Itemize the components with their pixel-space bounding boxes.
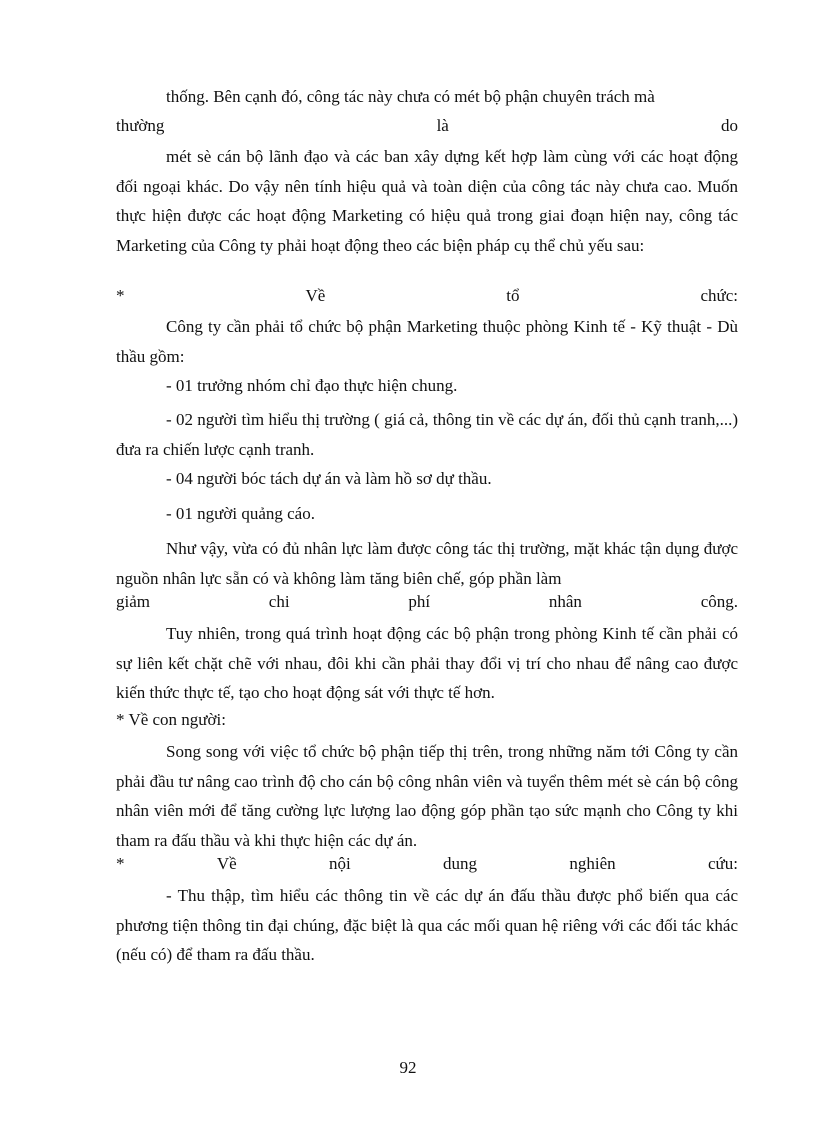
list-item: - 04 người bóc tách dự án và làm hồ sơ dự thầu. <box>166 469 492 488</box>
word: công. <box>700 592 738 611</box>
word: dung <box>443 854 478 873</box>
justified-line <box>116 587 738 617</box>
section-heading-people: * Về con người: <box>116 710 226 729</box>
list-item: - 01 người quảng cáo. <box>166 504 315 523</box>
paragraph: Tuy nhiên, trong quá trình hoạt động các bộ phận trong phòng Kinh tế cần phải có sự liên kết chặt chẽ với nhau, đôi khi cần phải thay đổi vị trí cho nhau để nâng cao được kiến thức thực tế, tạo cho hoạt động sát với thực tế hơn. <box>116 624 738 702</box>
list-item: - 02 người tìm hiểu thị trường ( giá cả, thông tin về các dự án, đối thủ cạnh tranh,...) đưa ra chiến lược cạnh tranh. <box>116 410 738 459</box>
paragraph-line: thống. Bên cạnh đó, công tác này chưa có mét bộ phận chuyên trách mà <box>166 87 655 106</box>
word: chi <box>268 592 290 611</box>
section-heading-research <box>116 849 738 879</box>
word: tổ <box>506 286 520 305</box>
paragraph: Như vậy, vừa có đủ nhân lực làm được công tác thị trường, mặt khác tận dụng được nguồn nhân lực sẵn có và không làm tăng biên chế, góp phần làm <box>116 539 738 588</box>
justified-line <box>116 111 738 141</box>
word: chức: <box>700 286 738 305</box>
bullet: * <box>116 286 125 305</box>
paragraph: Song song với việc tổ chức bộ phận tiếp thị trên, trong những năm tới Công ty cần phải đầu tư nâng cao trình độ cho cán bộ công nhân viên và tuyển thêm mét sè cán bộ công nhân viên mới để tăng cường lực lượng lao động góp phần tạo sức mạnh cho Công ty khi tham ra đấu thầu và khi thực hiện các dự án. <box>116 742 738 850</box>
list-item: - 01 trưởng nhóm chỉ đạo thực hiện chung. <box>166 376 458 395</box>
page-number: 92 <box>399 1058 417 1077</box>
word: nhân <box>548 592 582 611</box>
paragraph: mét sè cán bộ lãnh đạo và các ban xây dựng kết hợp làm cùng với các hoạt động đối ngoại khác. Do vậy nên tính hiệu quả và toàn diện của công tác này chưa cao. Muốn thực hiện được các hoạt động Marketing có hiệu quả trong giai đoạn hiện nay, công tác Marketing của Công ty phải hoạt động theo các biện pháp cụ thể chủ yếu sau: <box>116 147 738 255</box>
word: do <box>721 116 738 135</box>
word: thường <box>116 116 165 135</box>
word: giảm <box>116 592 150 611</box>
bullet: * <box>116 854 125 873</box>
word: cứu: <box>707 854 738 873</box>
section-heading-organization <box>116 281 738 311</box>
word: phí <box>408 592 431 611</box>
word: Về <box>305 286 326 305</box>
paragraph: Công ty cần phải tổ chức bộ phận Marketing thuộc phòng Kinh tế - Kỹ thuật - Dù thầu gồm: <box>116 317 738 366</box>
paragraph: - Thu thập, tìm hiểu các thông tin về các dự án đấu thầu được phổ biến qua các phương tiện thông tin đại chúng, đặc biệt là qua các mối quan hệ riêng với các đối tác khác (nếu có) để tham ra đấu thầu. <box>116 886 738 964</box>
word: là <box>436 116 449 135</box>
word: Về <box>216 854 237 873</box>
word: nội <box>328 854 351 873</box>
word: nghiên <box>569 854 616 873</box>
